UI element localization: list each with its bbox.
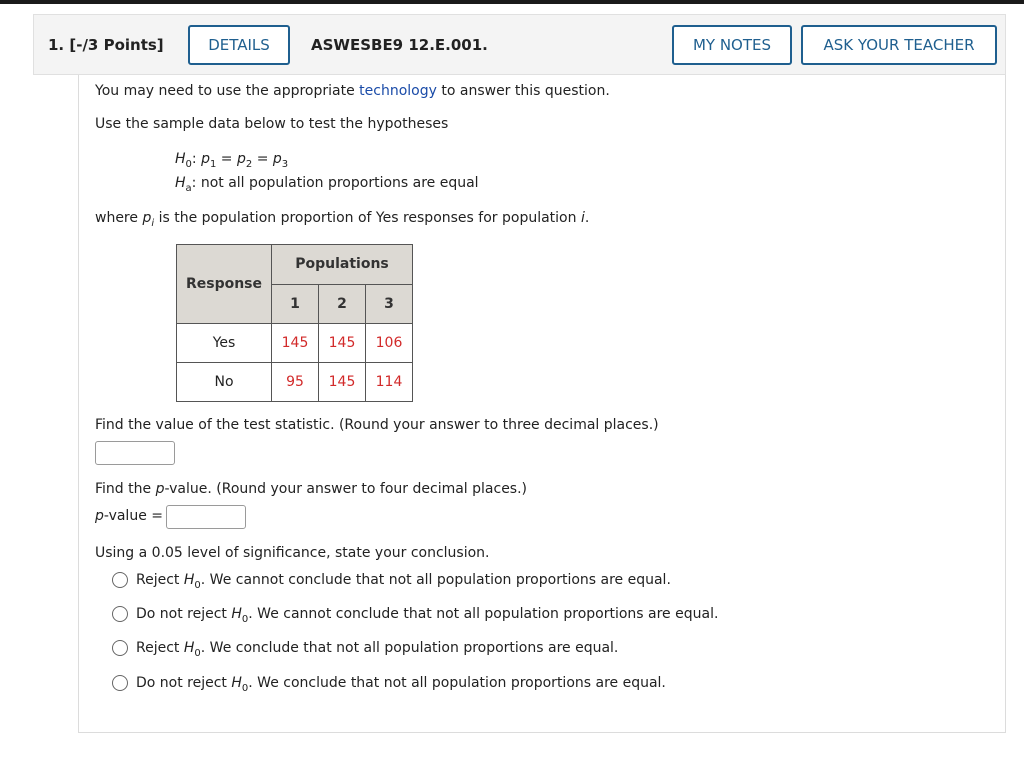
response-header: Response — [177, 245, 272, 324]
p1-sub: 1 — [209, 158, 217, 170]
yes-pop3: 106 — [366, 324, 413, 363]
option-2-label[interactable] — [136, 606, 718, 625]
option-1-prefix: Reject — [136, 572, 184, 588]
option-2-suffix: . We cannot conclude that not all population proportions are equal. — [248, 606, 719, 622]
table-row — [177, 363, 413, 402]
row-label-no: No — [177, 363, 272, 402]
conclusion-question: Using a 0.05 level of significance, state your conclusion. — [95, 545, 490, 561]
option-2-radio[interactable] — [112, 606, 128, 622]
pvalue-label — [95, 508, 163, 524]
question-number — [48, 36, 164, 54]
test-statistic-input[interactable] — [95, 441, 175, 465]
yes-pop1: 145 — [272, 324, 319, 363]
yes-pop2: 145 — [319, 324, 366, 363]
option-3-prefix: Reject — [136, 640, 184, 656]
p2-sub: 2 — [245, 158, 253, 170]
where-period: . — [584, 210, 590, 226]
ha-sub: a — [185, 182, 192, 194]
test-statistic-question: Find the value of the test statistic. (Round your answer to three decimal places.) — [95, 417, 659, 433]
question-number-text: 1. — [48, 36, 65, 54]
my-notes-button[interactable]: MY NOTES — [672, 25, 792, 65]
intro-line-2: Use the sample data below to test the hypotheses — [95, 116, 449, 132]
where-end-var: i — [580, 210, 585, 226]
pvalue-after: -value. (Round your answer to four decimal places.) — [164, 481, 528, 497]
points-text: [-/3 Points] — [69, 36, 164, 54]
population-2-header: 2 — [319, 284, 366, 324]
table-row — [177, 324, 413, 363]
data-table — [176, 244, 413, 402]
pvalue-var: p — [155, 481, 165, 497]
row-label-yes: Yes — [177, 324, 272, 363]
p3: p — [272, 151, 282, 167]
option-1-radio[interactable] — [112, 572, 128, 588]
pvalue-input[interactable] — [166, 505, 246, 529]
problem-code: ASWESBE9 12.E.001. — [311, 36, 488, 54]
technology-link[interactable]: technology — [359, 83, 437, 99]
option-2-h-sub: 0 — [241, 613, 249, 625]
pvalue-label-var: p — [95, 508, 104, 524]
pvalue-before: Find the — [95, 481, 156, 497]
ask-your-teacher-button[interactable]: ASK YOUR TEACHER — [801, 25, 997, 65]
where-var: p — [142, 210, 152, 226]
option-1-h-sub: 0 — [194, 579, 201, 591]
question-body — [78, 75, 1006, 733]
intro-text: You may need to use the appropriate — [95, 83, 360, 99]
where-sub: i — [151, 217, 155, 229]
pvalue-label-text: -value = — [103, 508, 163, 524]
option-3-h-sub: 0 — [194, 647, 201, 659]
no-pop1: 95 — [272, 363, 319, 402]
h0-symbol: H — [175, 151, 186, 167]
intro-text-end: to answer this question. — [436, 83, 610, 99]
populations-header: Populations — [272, 245, 413, 285]
where-before: where — [95, 210, 143, 226]
option-3-suffix: . We conclude that not all population proportions are equal. — [200, 640, 619, 656]
p1: p — [201, 151, 210, 167]
no-pop3: 114 — [366, 363, 413, 402]
where-after: is the population proportion of Yes responses for population — [154, 210, 581, 226]
option-2-h: H — [231, 606, 242, 622]
question-header — [33, 14, 1006, 75]
alternative-hypothesis — [175, 175, 479, 194]
option-4-h: H — [231, 675, 242, 691]
option-4-suffix: . We conclude that not all population proportions are equal. — [248, 675, 666, 691]
option-1-label[interactable] — [136, 572, 671, 591]
ha-text: : not all population proportions are equal — [191, 175, 479, 191]
option-3-label[interactable] — [136, 640, 618, 659]
details-button[interactable]: DETAILS — [188, 25, 290, 65]
p3-sub: 3 — [281, 158, 289, 170]
option-2-prefix: Do not reject — [136, 606, 232, 622]
where-line — [95, 210, 589, 229]
ha-symbol: H — [175, 175, 186, 191]
population-3-header: 3 — [366, 284, 413, 324]
pvalue-question — [95, 481, 527, 497]
option-1-h: H — [183, 572, 195, 588]
top-border — [0, 0, 1024, 4]
option-3-radio[interactable] — [112, 640, 128, 656]
null-hypothesis: $H_0$: $p_1 = p_2 = p_3$ — [175, 151, 289, 170]
option-4-prefix: Do not reject — [136, 675, 232, 691]
option-1-suffix: . We cannot conclude that not all population proportions are equal. — [200, 572, 671, 588]
no-pop2: 145 — [319, 363, 366, 402]
intro-line-1 — [95, 83, 610, 99]
option-4-radio[interactable] — [112, 675, 128, 691]
population-1-header: 1 — [272, 284, 319, 324]
option-3-h: H — [183, 640, 195, 656]
option-4-label[interactable] — [136, 675, 666, 694]
option-4-h-sub: 0 — [241, 682, 249, 694]
p2: p — [236, 151, 246, 167]
h0-sub: 0 — [185, 158, 192, 170]
